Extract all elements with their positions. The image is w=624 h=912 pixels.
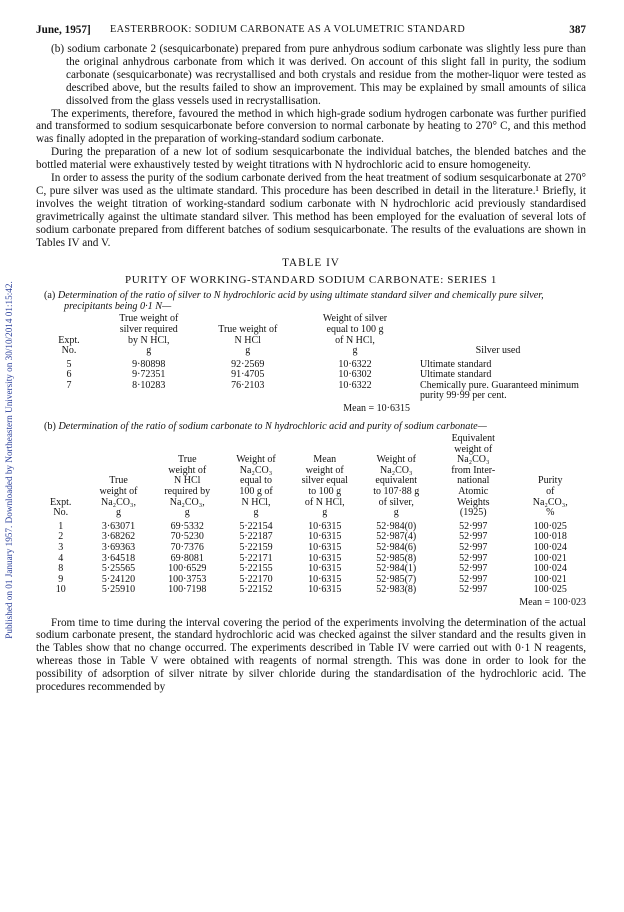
- table-iv-b-row: [36, 519, 586, 533]
- table-iv-b-header-line: True: [109, 475, 128, 487]
- table-iv-b-header-line: of N HCl,: [304, 496, 345, 508]
- table-iv-a-cell: 76·2103: [231, 379, 265, 391]
- table-iv-a-cell: 6: [66, 369, 72, 381]
- table-iv-b-cell: 2: [58, 531, 64, 543]
- table-iv-b-cell: 5·22159: [239, 542, 273, 553]
- table-iv-a-mean-row: [36, 402, 586, 415]
- table-iv-b-cell: 100·021: [533, 552, 567, 564]
- table-iv-b-header-line: g: [184, 507, 190, 519]
- table-iv-b-header-line: national: [457, 475, 490, 487]
- table-iv-b-header-line: Weight of: [236, 454, 276, 466]
- table-iv-a-header-row: [36, 314, 586, 356]
- table-iv-part-a-caption: [36, 290, 586, 313]
- part-b-caption-text: Determination of the ratio of sodium carbonate to N hydrochloric acid and purity of sodium carbonate—: [58, 420, 487, 432]
- table-iv-a-header-line: True weight of: [119, 313, 179, 325]
- table-iv-b-cell: 10·6315: [308, 584, 342, 596]
- table-iv-b-header-line: g: [322, 507, 328, 519]
- table-iv-b-cell: 52·987(4): [376, 531, 417, 543]
- paragraph-3: In order to assess the purity of the sodium carbonate derived from the heat treatment of sodium sesquicarbonate at 270° C, pure silver was used as the ultimate standard. This procedure has been described in detail in the literature.¹ Briefly, it involves the weight titration of working-standard sodium carbonate with N hydrochloric acid previously standardised gravimetrically against the ultimate standard silver. This method has been employed for the evaluation of several lots of sodium carbonate prepared from different batches of sodium sesquicarbonate. The results of the evaluations are shown in Tables IV and V.: [36, 172, 586, 249]
- table-iv-b-mean: Mean = 100·023: [519, 596, 586, 608]
- table-iv-b-empty-cell: [289, 596, 361, 609]
- part-b-label: (b): [44, 420, 56, 432]
- table-iv-b-header-line: silver equal: [301, 475, 348, 487]
- table-iv-a-header-line: by N HCl,: [128, 334, 170, 346]
- table-iv-b-empty-cell: [223, 596, 289, 609]
- table-iv-a-cell: 10·6322: [338, 358, 372, 370]
- table-iv-b-header-line: Weight of: [376, 454, 416, 466]
- table-iv-a-header-line: Weight of silver: [322, 313, 388, 325]
- table-iv-b-cell: 52·997: [459, 531, 488, 543]
- table-iv-subtitle: PURITY OF WORKING-STANDARD SODIUM CARBONATE: SERIES 1: [125, 273, 497, 286]
- table-iv-a-cell: 9·80898: [132, 358, 166, 370]
- table-iv-b-header-line: Purity: [538, 475, 563, 487]
- table-iv-b-cell: 100·025: [533, 520, 567, 532]
- table-iv-b-header-line: weight of: [99, 486, 138, 498]
- table-iv-b-cell: 10·6315: [308, 542, 342, 553]
- table-iv-b-cell: 10·6315: [308, 552, 342, 564]
- table-iv-b-header-line: N HCl: [174, 475, 201, 487]
- table-iv-b-cell: 69·8081: [170, 552, 204, 564]
- table-iv-b-header-3: [223, 434, 289, 519]
- table-iv-a-header-2: [196, 314, 301, 356]
- table-iv-a-header-line: silver required: [119, 323, 178, 335]
- table-iv-b-cell: 52·984(1): [376, 563, 417, 575]
- table-iv-a-row: [36, 357, 586, 371]
- table-iv-a-cell: 8·10283: [132, 379, 166, 391]
- page-header: [36, 24, 586, 40]
- table-iv-b-header-line: Na₂CO₃,: [532, 496, 568, 508]
- paragraph-item-b: (b) sodium carbonate 2 (sesquicarbonate) prepared from pure anhydrous sodium carbonate was slightly less pure than the original anhydrous carbonate from which it was derived. On account of this slight fall in purity, the sodium carbonate (sesquicarbonate) was recrystallised and both crystals and residue from the mother-liquor were tested as described above, but the results failed to show an improvement. This may be explained by small amounts of silica dissolved from the glass vessels used in recrystallisation.: [51, 43, 586, 107]
- table-iv-b-cell: 3·69363: [101, 542, 136, 553]
- table-iv-b-header-line: of silver,: [378, 496, 414, 508]
- table-iv-b-cell: 5·22155: [239, 563, 273, 575]
- table-iv-b-cell: 5·25565: [101, 563, 136, 575]
- table-iv-b-empty-cell: [152, 596, 224, 609]
- table-iv-b-header-line: weight of: [454, 443, 493, 455]
- table-iv-a-header-line: No.: [61, 345, 77, 357]
- table-iv-b-cell: 52·997: [459, 552, 488, 564]
- table-iv-b-header-line: %: [546, 507, 555, 519]
- table-iv-b-cell: 100·018: [533, 531, 567, 543]
- table-iv-b-row: [36, 585, 586, 596]
- running-title: EASTERBROOK: SODIUM CARBONATE AS A VOLUMETRIC STANDARD: [110, 24, 466, 35]
- part-a-caption-text: Determination of the ratio of silver to N hydrochloric acid by using ultimate standard silver and chemically pure silver, precipitants being 0·1 N—: [57, 289, 544, 312]
- table-iv-b-cell: 1: [58, 520, 64, 532]
- table-iv-a-header-line: N HCl: [234, 334, 261, 346]
- table-iv-a-cell: 10·6302: [338, 369, 372, 381]
- table-iv-b-header-5: [361, 434, 433, 519]
- table-iv-b-cell: 5·22170: [239, 573, 273, 585]
- table-iv-b-cell: 70·5230: [170, 531, 204, 543]
- table-iv-a-header-line: g: [146, 345, 152, 357]
- table-iv-b-cell: 3·63071: [101, 520, 136, 532]
- table-iv-b-header-line: equivalent: [375, 475, 418, 487]
- issue-date: June, 1957]: [36, 24, 91, 36]
- table-iv-b-header-7: [515, 434, 587, 519]
- table-iv-b-header-line: Na₂CO₃,: [100, 496, 137, 508]
- table-iv-b: [36, 434, 586, 609]
- table-iv-a-header-0: [36, 314, 102, 356]
- table-iv-b-header-6: [432, 434, 515, 519]
- table-iv-b-mean-row: [36, 596, 586, 609]
- table-iv-b-cell: 52·997: [459, 584, 488, 596]
- table-iv-a-cell: 9·72351: [132, 369, 166, 381]
- table-iv-b-cell: 5·22154: [239, 520, 273, 532]
- page-number: 387: [569, 24, 586, 36]
- table-iv-a-header-line: equal to 100 g: [326, 323, 384, 335]
- paragraph-2: During the preparation of a new lot of sodium sesquicarbonate the individual batches, the blended batches and the bottled material were exhaustively tested by weight titrations with N hydrochloric acid to ensure homogeneity.: [36, 146, 586, 172]
- table-iv-b-header-line: from Inter-: [451, 464, 496, 476]
- table-iv-title: TABLE IV: [282, 256, 340, 269]
- table-iv-b-header-line: 100 g of: [239, 486, 273, 498]
- part-a-label: (a): [44, 289, 56, 301]
- table-iv-b-header-line: N HCl,: [241, 496, 271, 508]
- table-iv-b-cell: 52·997: [459, 563, 488, 575]
- table-iv-b-cell: 10·6315: [308, 573, 342, 585]
- table-iv-b-cell: 5·22171: [239, 552, 273, 564]
- table-iv-a-cell: Ultimate standard: [420, 358, 492, 370]
- journal-page: [36, 24, 586, 694]
- table-iv-b-header-line: g: [393, 507, 399, 519]
- table-iv-b-cell: 10: [55, 584, 66, 596]
- paragraph-1: The experiments, therefore, favoured the method in which high-grade sodium hydrogen carbonate was further purified and transformed to sodium sesquicarbonate before conversion to normal carbonate by heating to 270° C, and this method was finally adopted in the preparation of working-standard sodium carbonate.: [36, 107, 586, 146]
- table-iv-a-header-line: of N HCl,: [335, 334, 375, 346]
- table-iv-b-cell: 52·985(8): [376, 552, 417, 564]
- table-iv-a-header-line: Expt.: [58, 334, 80, 346]
- table-iv-b-header-line: required by: [164, 486, 211, 498]
- table-iv-b-header-line: Atomic: [458, 486, 489, 498]
- table-iv-part-b-caption: [36, 421, 586, 432]
- download-watermark-text: Published on 01 January 1957. Downloaded by Northeastern University on 30/10/2014 01:15:42.: [4, 281, 14, 639]
- table-iv-b-cell: 69·5332: [170, 520, 204, 532]
- table-iv-b-header-line: of: [546, 486, 555, 498]
- table-iv-b-empty-cell: [361, 596, 433, 609]
- table-iv-b-header-line: No.: [53, 507, 69, 519]
- table-iv-b-cell: 5·22152: [239, 584, 273, 596]
- table-iv-b-cell: 5·25910: [101, 584, 136, 596]
- table-iv-a-cell: 91·4705: [231, 369, 265, 381]
- table-iv-b-cell: 100·6529: [168, 563, 207, 575]
- table-iv-b-cell: 4: [58, 552, 64, 564]
- table-iv-a-empty-cell: [102, 402, 196, 415]
- table-iv-b-cell: 52·985(7): [376, 573, 417, 585]
- table-iv-b-header-line: Na₂CO₃: [239, 464, 273, 476]
- table-iv-b-cell: 52·984(0): [376, 520, 417, 532]
- table-iv-b-header-line: weight of: [305, 464, 344, 476]
- table-iv-b-header-line: g: [253, 507, 259, 519]
- table-iv-a-cell: 5: [66, 358, 72, 370]
- table-iv-b-header-line: Na₂CO₃: [456, 454, 490, 466]
- table-iv-b-header-line: Equivalent: [451, 433, 495, 445]
- table-iv-a-empty-cell: [36, 402, 102, 415]
- table-iv-b-cell: 52·997: [459, 573, 488, 585]
- table-iv-b-cell: 100·7198: [168, 584, 207, 596]
- table-iv-b-cell: 10·6315: [308, 520, 342, 532]
- paragraph-4: From time to time during the interval covering the period of the experiments involving the determination of the actual sodium carbonate present, the standard hydrochloric acid was checked against the silver standard and the results given in the Tables show that no change occurred. The experiments described in Table IV were carried out with 0·1 N reagents, whereas those in Table V were obtained with reagents of normal strength. This was done in order to look for the possibility of adsorption of silver nitrate by silver chloride during the standardisation of the hydrochloric acid. The procedures recommended by: [36, 616, 586, 694]
- table-iv-b-cell: 3·68262: [101, 531, 136, 543]
- table-iv-b-header-line: Weights: [456, 496, 490, 508]
- table-iv-b-cell: 8: [58, 563, 64, 575]
- table-iv-b-cell: 100·025: [533, 584, 567, 596]
- table-iv-b-empty-cell: [36, 596, 86, 609]
- table-iv-b-header-2: [152, 434, 224, 519]
- table-iv-b-cell: 100·021: [533, 573, 567, 585]
- table-iv-b-header-line: to 107·88 g: [373, 486, 420, 498]
- table-iv-a-row: [36, 381, 586, 402]
- table-iv-a-header-line: g: [245, 345, 251, 357]
- table-iv-b-header-line: g: [116, 507, 121, 519]
- table-iv-b-header-4: [289, 434, 361, 519]
- table-iv-b-cell: 52·984(6): [376, 542, 417, 553]
- table-iv-b-cell: 5·22187: [239, 531, 273, 543]
- table-iv-b-cell: 52·997: [459, 542, 488, 553]
- table-iv-b-cell: 100·024: [533, 563, 567, 575]
- table-iv-b-header-line: Na₂CO₃: [379, 464, 413, 476]
- table-iv-b-cell: 10·6315: [308, 563, 342, 575]
- table-iv-b-cell: 3·64518: [101, 552, 136, 564]
- table-iv-a-header-line: Silver used: [475, 345, 521, 357]
- table-iv-b-header-line: Mean: [313, 454, 337, 466]
- download-watermark: [2, 110, 16, 810]
- table-iv-a-cell: Ultimate standard: [420, 369, 492, 381]
- table-iv-b-cell: 100·3753: [168, 573, 207, 585]
- table-iv-b-cell: 10·6315: [308, 531, 342, 543]
- table-iv-b-header-0: [36, 434, 86, 519]
- table-iv-a-header-line: g: [352, 345, 358, 357]
- table-iv-b-cell: 52·983(8): [376, 584, 417, 596]
- table-iv-b-header-line: (1925): [459, 507, 487, 519]
- table-iv-a-header-line: True weight of: [218, 323, 278, 335]
- table-iv-b-cell: 52·997: [459, 520, 488, 532]
- table-iv-b-cell: 100·024: [533, 542, 567, 553]
- table-iv-b-empty-cell: [86, 596, 152, 609]
- table-iv-b-row: [36, 543, 586, 554]
- table-iv-a-header-4: [410, 314, 586, 356]
- table-iv-b-cell: 3: [58, 542, 64, 553]
- table-iv-a-cell: 7: [66, 379, 72, 391]
- table-iv-b-header-line: equal to: [240, 475, 272, 487]
- table-iv-a-cell: Chemically pure. Guaranteed minimum purity 99·99 per cent.: [420, 379, 579, 402]
- table-iv-b-header-line: True: [177, 454, 197, 466]
- table-iv-a-header-3: [300, 314, 410, 356]
- table-iv-b-header-row: [36, 434, 586, 519]
- table-iv-b-header-line: weight of: [168, 464, 207, 476]
- table-iv-a-header-1: [102, 314, 196, 356]
- table-iv-b-header-1: [86, 434, 152, 519]
- table-iv-b-cell: 5·24120: [101, 573, 136, 585]
- table-iv-a: [36, 314, 586, 414]
- table-iv-b-cell: 9: [58, 573, 64, 585]
- table-iv-b-header-line: Expt.: [50, 496, 72, 508]
- table-iv-a-cell: 92·2569: [231, 358, 265, 370]
- table-iv-b-header-line: to 100 g: [308, 486, 342, 498]
- table-iv-a-mean: Mean = 10·6315: [343, 403, 410, 415]
- table-iv-a-cell: 10·6322: [338, 379, 372, 391]
- table-iv-b-cell: 70·7376: [170, 542, 204, 553]
- table-iv-b-header-line: Na₂CO₃,: [169, 496, 205, 508]
